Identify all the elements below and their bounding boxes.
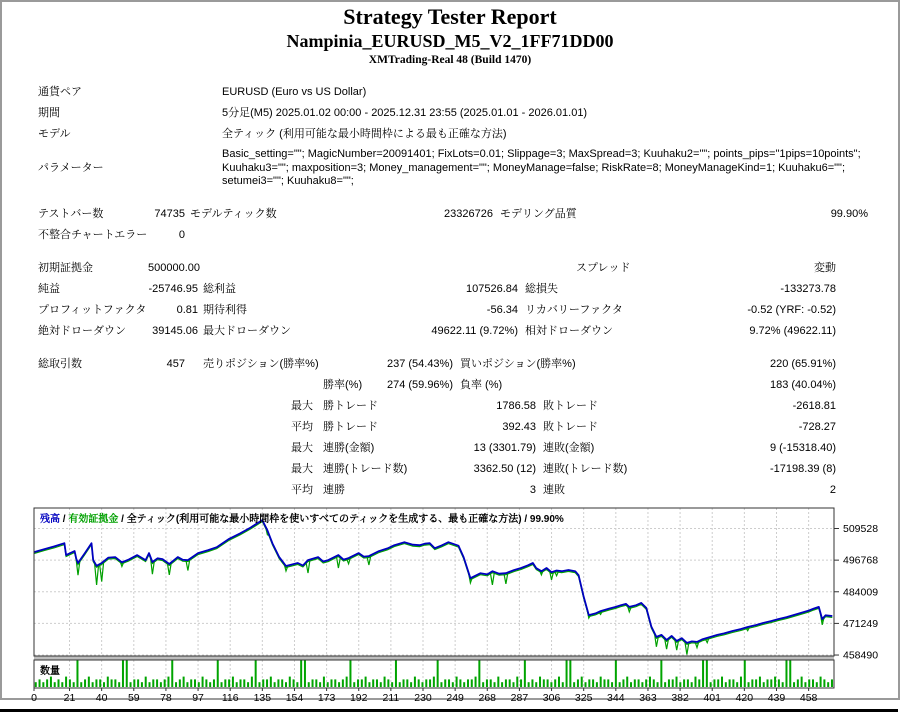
svg-text:325: 325 <box>574 691 593 704</box>
svg-text:21: 21 <box>63 691 76 704</box>
avg-consec-losses-label: 連敗 <box>543 483 565 496</box>
profit-factor-value: 0.81 <box>176 303 198 316</box>
gross-loss-value: -133273.78 <box>780 282 836 295</box>
balance-chart <box>30 507 896 707</box>
consec-losses-amount-value: 9 (-15318.40) <box>769 441 836 454</box>
average-win-label: 勝トレード <box>323 420 378 433</box>
consec-losses-amount-label: 連敗(金額) <box>543 441 595 454</box>
deposit-label: 初期証拠金 <box>38 261 93 274</box>
ticks-label: モデルティック数 <box>190 207 277 220</box>
bars-value: 74735 <box>154 207 185 220</box>
profit-row <box>38 279 900 300</box>
total-trades-label: 総取引数 <box>38 357 82 370</box>
total-trades-value: 457 <box>166 357 185 370</box>
bars-row <box>38 204 900 225</box>
deposit-value: 500000.00 <box>148 261 200 274</box>
consec-avg-prefix: 平均 <box>291 483 313 496</box>
quality-value: 99.90% <box>830 207 868 220</box>
recovery-factor-value: -0.52 (YRF: -0.52) <box>747 303 836 316</box>
loss-rate-value: 183 (40.04%) <box>769 378 836 391</box>
bottom-rule <box>0 709 898 712</box>
consecutive-avg-row <box>38 480 900 501</box>
model-row <box>38 124 900 145</box>
mismatch-row <box>38 225 900 246</box>
consecutive-amount-row <box>38 438 900 459</box>
svg-text:496768: 496768 <box>843 554 879 567</box>
svg-text:401: 401 <box>703 691 721 704</box>
net-profit-label: 純益 <box>38 282 60 295</box>
svg-text:154: 154 <box>285 691 304 704</box>
legend-equity: 有効証拠金 <box>68 513 119 525</box>
average-loss-value: -728.27 <box>798 420 836 433</box>
svg-text:509528: 509528 <box>843 522 879 535</box>
svg-text:78: 78 <box>160 691 172 704</box>
svg-text:173: 173 <box>317 691 336 704</box>
ticks-value: 23326726 <box>444 207 493 220</box>
profit-factor-label: プロフィットファクタ <box>38 303 147 316</box>
svg-text:192: 192 <box>349 691 368 704</box>
largest-trade-row <box>38 396 900 417</box>
svg-text:59: 59 <box>127 691 140 704</box>
legend-model-quality: 全ティック(利用可能な最小時間枠を使いすべてのティックを生成する、最も正確な方法) / 99.90% <box>126 513 564 525</box>
loss-rate-label: 負率 (%) <box>460 378 503 391</box>
consec-losses-count-label: 連敗(トレード数) <box>543 462 628 475</box>
average-win-value: 392.43 <box>502 420 536 433</box>
rel-drawdown-label: 相対ドローダウン <box>525 324 613 337</box>
period-label: 期間 <box>38 107 60 119</box>
svg-text:211: 211 <box>382 691 400 704</box>
symbol-row <box>38 82 900 103</box>
svg-text:0: 0 <box>31 691 37 704</box>
consec-count-prefix: 最大 <box>291 462 313 475</box>
svg-text:484009: 484009 <box>843 585 879 598</box>
rel-drawdown-value: 9.72% (49622.11) <box>749 324 836 337</box>
quality-label: モデリング品質 <box>500 207 577 220</box>
mismatch-value: 0 <box>178 228 185 241</box>
net-profit-value: -25746.95 <box>148 282 198 295</box>
short-positions-value: 237 (54.43%) <box>386 357 453 370</box>
consec-wins-amount-label: 連勝(金額) <box>323 441 375 454</box>
consec-wins-amount-value: 13 (3301.79) <box>473 441 536 454</box>
legend-sep1: / <box>60 513 69 525</box>
spread-value: 変動 <box>814 261 836 274</box>
svg-text:40: 40 <box>95 691 108 704</box>
long-positions-label: 買いポジション(勝率%) <box>460 357 576 370</box>
average-prefix: 平均 <box>291 420 313 433</box>
parameters-label: パラメーター <box>38 162 104 175</box>
info-section <box>38 82 900 192</box>
average-trade-row <box>38 417 900 438</box>
trades-section <box>38 354 900 501</box>
win-rate-label: 勝率(%) <box>323 378 363 391</box>
max-drawdown-value: 49622.11 (9.72%) <box>431 324 518 337</box>
abs-drawdown-label: 絶対ドローダウン <box>38 324 126 337</box>
largest-loss-label: 敗トレード <box>543 399 598 412</box>
win-rate-value: 274 (59.96%) <box>386 378 453 391</box>
long-positions-value: 220 (65.91%) <box>769 357 836 370</box>
model-label: モデル <box>38 128 71 140</box>
svg-text:249: 249 <box>446 691 464 704</box>
abs-drawdown-value: 39145.06 <box>152 324 198 337</box>
period-value: 5分足(M5) 2025.01.02 00:00 - 2025.12.31 23:55 (2025.01.01 - 2026.01.01) <box>222 107 588 119</box>
drawdown-row <box>38 321 900 342</box>
largest-loss-value: -2618.81 <box>792 399 836 412</box>
gross-loss-label: 総損失 <box>525 282 558 295</box>
factor-row <box>38 300 900 321</box>
recovery-factor-label: リカバリーファクタ <box>525 303 623 316</box>
deposit-row <box>38 258 900 279</box>
svg-text:344: 344 <box>607 691 625 704</box>
svg-text:382: 382 <box>671 691 689 704</box>
expected-payoff-label: 期待利得 <box>203 303 247 316</box>
consec-wins-count-label: 連勝(トレード数) <box>323 462 408 475</box>
legend-balance: 残高 <box>40 513 60 525</box>
avg-consec-wins-value: 3 <box>529 483 536 496</box>
consec-losses-count-value: -17198.39 (8) <box>769 462 836 475</box>
period-row <box>38 103 900 124</box>
avg-consec-losses-value: 2 <box>829 483 836 496</box>
broker-build: XMTrading-Real 48 (Build 1470) <box>368 54 532 66</box>
model-value: 全ティック (利用可能な最小時間枠による最も正確な方法) <box>222 128 507 140</box>
parameters-row <box>38 145 900 192</box>
short-positions-label: 売りポジション(勝率%) <box>203 357 319 370</box>
chart-legend <box>40 510 564 525</box>
mismatch-label: 不整合チャートエラー <box>38 228 148 241</box>
largest-win-value: 1786.58 <box>496 399 536 412</box>
ea-name: Nampinia_EURUSD_M5_V2_1FF71DD00 <box>286 31 614 51</box>
largest-prefix: 最大 <box>291 399 313 412</box>
parameters-value: Basic_setting=""; MagicNumber=20091401; FixLots=0.01; Slippage=3; MaxSpread=3; Kuuhaku2=""; points_pips="1pips=10points"; Kuuhaku3=""; maxposition=3; Money_management=""; MoneyManage=false; RiskRate=8; MoneyManageKind=1; Kuuhaku6=""; setumei3=""; Kuuhaku8=""; <box>222 148 861 187</box>
volume-pane-label: 数量 <box>40 665 60 677</box>
average-loss-label: 敗トレード <box>543 420 598 433</box>
svg-text:471249: 471249 <box>843 617 879 630</box>
balance-chart-svg <box>30 507 896 705</box>
svg-text:268: 268 <box>478 691 497 704</box>
consec-wins-count-value: 3362.50 (12) <box>473 462 536 475</box>
expected-payoff-value: -56.34 <box>486 303 518 316</box>
svg-text:135: 135 <box>253 691 272 704</box>
largest-win-label: 勝トレード <box>323 399 378 412</box>
svg-text:287: 287 <box>510 691 529 704</box>
consecutive-count-row <box>38 459 900 480</box>
svg-text:420: 420 <box>735 691 754 704</box>
svg-text:439: 439 <box>767 691 786 704</box>
svg-text:458: 458 <box>799 691 818 704</box>
svg-text:116: 116 <box>221 691 239 704</box>
avg-consec-wins-label: 連勝 <box>323 483 345 496</box>
report-title: Strategy Tester Report <box>343 4 557 29</box>
spread-label: スプレッド <box>576 261 631 274</box>
gross-profit-value: 107526.84 <box>466 282 518 295</box>
results-section <box>38 258 900 342</box>
svg-text:306: 306 <box>542 691 561 704</box>
gross-profit-label: 総利益 <box>203 282 236 295</box>
win-rate-row <box>38 375 900 396</box>
bars-label: テストバー数 <box>38 207 104 220</box>
quality-section <box>38 204 900 246</box>
legend-sep2: / <box>118 513 127 525</box>
svg-text:363: 363 <box>639 691 657 704</box>
svg-text:97: 97 <box>192 691 204 704</box>
consec-amount-prefix: 最大 <box>291 441 313 454</box>
symbol-value: EURUSD (Euro vs US Dollar) <box>222 86 367 98</box>
total-trades-row <box>38 354 900 375</box>
svg-text:458490: 458490 <box>843 649 879 662</box>
svg-text:230: 230 <box>414 691 432 704</box>
symbol-label: 通貨ペア <box>38 86 82 98</box>
max-drawdown-label: 最大ドローダウン <box>203 324 291 337</box>
